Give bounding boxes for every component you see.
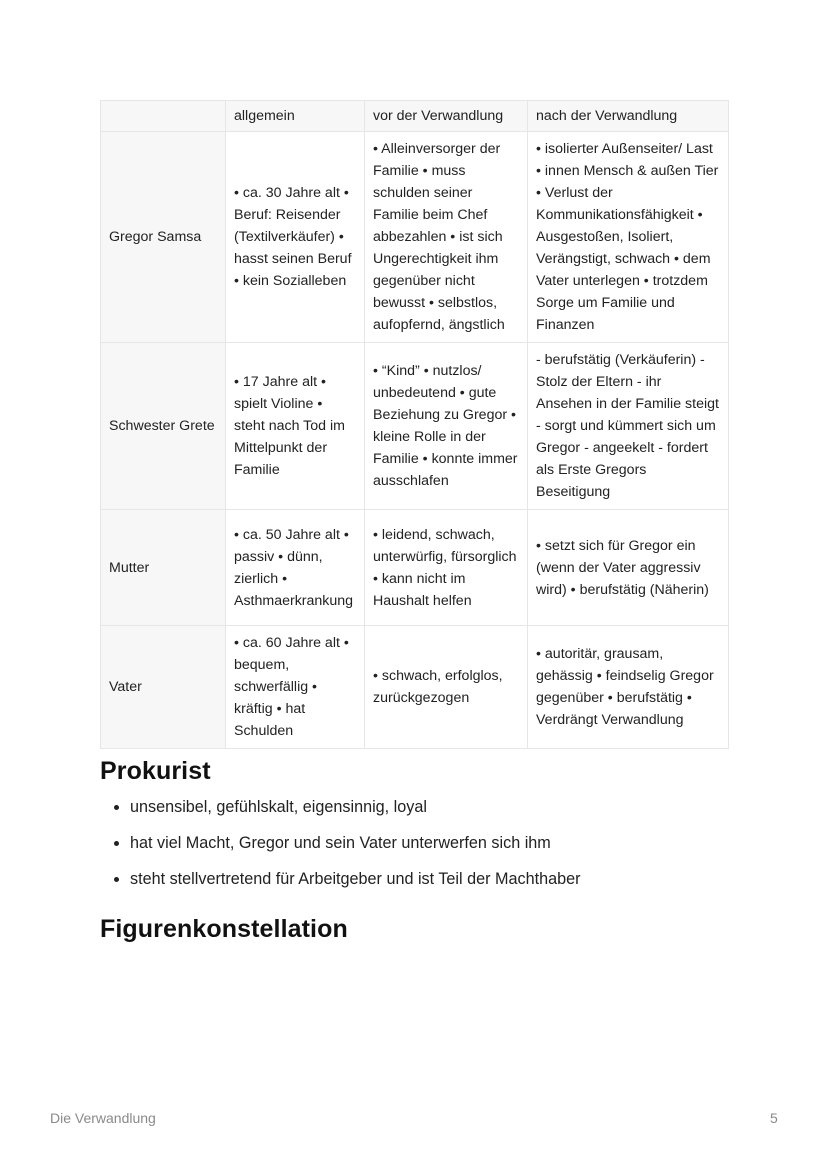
row-name-cell: Schwester Grete [101, 343, 226, 510]
bullet-icon [114, 841, 119, 846]
list-item [100, 867, 581, 903]
list-item [100, 795, 581, 831]
table-row [101, 343, 729, 510]
header-cell-vor: vor der Verwandlung [365, 101, 528, 132]
bullet-icon [114, 805, 119, 810]
header-cell-empty [101, 101, 226, 132]
cell-vor: • schwach, erfolglos, zurückgezogen [365, 626, 528, 749]
bullet-icon [114, 877, 119, 882]
cell-nach: • isolierter Außenseiter/ Last • innen Mensch & außen Tier • Verlust der Kommunikationsfähigkeit • Ausgestoßen, Isoliert, Verängstigt, schwach • dem Vater unterlegen • trotzdem Sorge um Familie und Finanzen [528, 132, 729, 343]
prokurist-list [100, 795, 581, 903]
page-number: 5 [770, 1110, 778, 1126]
footer-title: Die Verwandlung [50, 1110, 156, 1126]
list-item-text: steht stellvertretend für Arbeitgeber und ist Teil der Machthaber [130, 870, 581, 888]
cell-nach: • setzt sich für Gregor ein (wenn der Vater aggressiv wird) • berufstätig (Näherin) [528, 510, 729, 626]
cell-vor: • “Kind” • nutzlos/ unbedeutend • gute Beziehung zu Gregor • kleine Rolle in der Familie • konnte immer ausschlafen [365, 343, 528, 510]
cell-nach: - berufstätig (Verkäuferin) - Stolz der Eltern - ihr Ansehen in der Familie steigt - sorgt und kümmert sich um Gregor - angeekelt - fordert als Erste Gregors Beseitigung [528, 343, 729, 510]
section-heading-figurenkonstellation: Figurenkonstellation [100, 915, 348, 943]
header-cell-allgemein: allgemein [226, 101, 365, 132]
list-item-text: unsensibel, gefühlskalt, eigensinnig, loyal [130, 798, 427, 816]
cell-allgemein: • ca. 50 Jahre alt • passiv • dünn, zierlich • Asthmaerkrankung [226, 510, 365, 626]
table-row [101, 132, 729, 343]
cell-allgemein: • 17 Jahre alt • spielt Violine • steht nach Tod im Mittelpunkt der Familie [226, 343, 365, 510]
cell-allgemein: • ca. 30 Jahre alt • Beruf: Reisender (Textilverkäufer) • hasst seinen Beruf • kein Sozialleben [226, 132, 365, 343]
list-item [100, 831, 581, 867]
row-name-cell: Mutter [101, 510, 226, 626]
cell-nach: • autoritär, grausam, gehässig • feindselig Gregor gegenüber • berufstätig • Verdrängt Verwandlung [528, 626, 729, 749]
cell-vor: • leidend, schwach, unterwürfig, fürsorglich • kann nicht im Haushalt helfen [365, 510, 528, 626]
table-header-row [101, 101, 729, 132]
row-name-cell: Vater [101, 626, 226, 749]
cell-vor: • Alleinversorger der Familie • muss schulden seiner Familie beim Chef abbezahlen • ist sich Ungerechtigkeit ihm gegenüber nicht bewusst • selbstlos, aufopfernd, ängstlich [365, 132, 528, 343]
section-heading-prokurist: Prokurist [100, 757, 211, 785]
cell-allgemein: • ca. 60 Jahre alt • bequem, schwerfällig • kräftig • hat Schulden [226, 626, 365, 749]
row-name-cell: Gregor Samsa [101, 132, 226, 343]
character-table [100, 100, 729, 749]
header-cell-nach: nach der Verwandlung [528, 101, 729, 132]
list-item-text: hat viel Macht, Gregor und sein Vater unterwerfen sich ihm [130, 834, 551, 852]
table-row [101, 626, 729, 749]
table-row [101, 510, 729, 626]
